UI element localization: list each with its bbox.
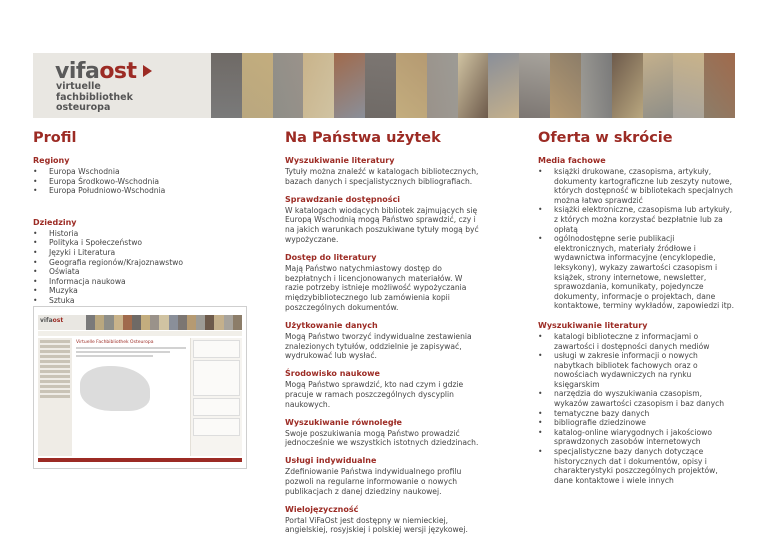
thumb-photo-tile [169, 315, 178, 330]
thumb-photo-tile [114, 315, 123, 330]
banner-photo-tile [519, 53, 550, 118]
thumb-photo-tile [104, 315, 113, 330]
thumb-banner [38, 315, 242, 330]
uzytek-section: Wyszukiwanie równoległe Swoje poszukiwania mogą Państwo prowadzić jednocześnie we wszystkich istotnych dziedzinach. [285, 417, 479, 448]
list-item: • Oświata [33, 267, 253, 277]
banner-photo-tile [581, 53, 612, 118]
list-item: • Historia [33, 229, 253, 239]
uzytek-section: Wyszukiwanie literatury Tytuły można znaleźć w katalogach bibliotecznych, bazach danych i specjalistycznych bibliografiach. [285, 156, 479, 186]
list-item: • książki elektroniczne, czasopisma lub artykuły, z których można korzystać bezpłatnie lub za opłatą [538, 205, 738, 234]
portal-screenshot-thumbnail [33, 306, 247, 469]
banner-photo-strip [211, 53, 735, 118]
thumb-photo-tile [224, 315, 233, 330]
wyszukiwanie-list [538, 332, 738, 486]
list-item: • Europa Środkowo-Wschodnia [33, 177, 253, 187]
list-item: • Informacja naukowa [33, 277, 253, 287]
banner-photo-tile [303, 53, 334, 118]
thumb-right-panel [190, 338, 242, 456]
list-item: • specjalistyczne bazy danych dotyczące historycznych dat i dokumentów, opisy i charakterystyki poszczególnych projektów, dane kontaktowe i wiele innych [538, 447, 738, 485]
thumb-page-title: Virtuelle Fachbibliothek Osteuropa [76, 340, 154, 345]
media-label: Media fachowe [538, 156, 606, 165]
thumb-photo-tile [187, 315, 196, 330]
uzytek-column [285, 130, 480, 543]
thumb-logo: vifaost [38, 315, 86, 330]
uzytek-section: Dostęp do literatury Mają Państwo natychmiastowy dostęp do bezpłatnych i licencjonowanych materiałów. W razie potrzeby istnieje możliwość wypożyczania międzybibliotecznego lub zamówienia kopii poszczególnych dokumentów. [285, 252, 467, 312]
banner-photo-tile [612, 53, 643, 118]
banner-photo-tile [488, 53, 519, 118]
header-banner [33, 53, 735, 118]
uzytek-heading: Na Państwa użytek [285, 130, 441, 146]
uzytek-section: Środowisko naukowe Mogą Państwo sprawdzić, kto nad czym i gdzie pracuje w ramach poszczególnych dyscyplin naukowych. [285, 369, 464, 409]
oferta-heading: Oferta w skrócie [538, 130, 673, 146]
thumb-photo-tile [132, 315, 141, 330]
list-item: • Języki i Literatura [33, 248, 253, 258]
thumb-map-image [80, 366, 150, 411]
thumb-photo-tile [196, 315, 205, 330]
regiony-list [33, 167, 253, 196]
banner-photo-tile [365, 53, 396, 118]
thumb-photo-tile [86, 315, 95, 330]
thumb-photo-strip [86, 315, 242, 330]
banner-photo-tile [211, 53, 242, 118]
banner-photo-tile [273, 53, 304, 118]
banner-photo-tile [242, 53, 273, 118]
thumb-photo-tile [233, 315, 242, 330]
thumb-photo-tile [95, 315, 104, 330]
list-item: • bibliografie dziedzinowe [538, 418, 738, 428]
profil-heading: Profil [33, 130, 77, 146]
vifaost-logo[interactable] [33, 53, 211, 118]
uzytek-section: Wielojęzyczność Portal ViFaOst jest dostępny w niemieckiej, angielskiej, rosyjskiej i polskiej wersji językowej. [285, 504, 468, 535]
thumb-main [72, 338, 190, 456]
logo-arrow-icon [143, 65, 152, 77]
thumb-photo-tile [141, 315, 150, 330]
thumb-photo-tile [214, 315, 223, 330]
banner-photo-tile [550, 53, 581, 118]
logo-subtitle: virtuelle fachbibliothek osteuropa [56, 81, 133, 113]
thumb-sidebar [38, 338, 72, 456]
list-item: • Polityka i Społeczeństwo [33, 238, 253, 248]
dziedziny-label: Dziedziny [33, 217, 77, 227]
list-item: • tematyczne bazy danych [538, 409, 738, 419]
list-item: • katalog-online wiarygodnych i jakościowo sprawdzonych zasobów internetowych [538, 428, 738, 447]
wyszukiwanie-label: Wyszukiwanie literatury [538, 320, 648, 330]
media-list [538, 167, 738, 311]
list-item: • usługi w zakresie informacji o nowych nabytkach bibliotek fachowych oraz o nowościach wydawniczych na rynku księgarskim [538, 351, 738, 389]
banner-photo-tile [458, 53, 489, 118]
banner-photo-tile [427, 53, 458, 118]
list-item: • katalogi biblioteczne z informacjami o zawartości i dostępności danych mediów [538, 332, 738, 351]
list-item: • Europa Wschodnia [33, 167, 253, 177]
list-item: • Sztuka [33, 296, 253, 306]
banner-photo-tile [704, 53, 735, 118]
thumb-top-links [34, 307, 246, 315]
thumb-body [38, 338, 242, 456]
oferta-column [538, 130, 738, 495]
regiony-label: Regiony [33, 156, 70, 165]
thumb-photo-tile [205, 315, 214, 330]
thumb-photo-tile [150, 315, 159, 330]
banner-photo-tile [673, 53, 704, 118]
profil-column [33, 130, 253, 316]
banner-photo-tile [643, 53, 674, 118]
thumb-photo-tile [123, 315, 132, 330]
list-item: • Europa Południowo-Wschodnia [33, 186, 253, 196]
list-item: • książki drukowane, czasopisma, artykuły, dokumenty kartograficzne lub zeszyty nutowe, których dostępność w bibliotekach specjalnych można łatwo sprawdzić [538, 167, 738, 205]
list-item: • ogólnodostępne serie publikacji elektronicznych, materiały źródłowe i wydawnictwa informacyjne (encyklopedie, leksykony), wykazy zawartości czasopism i książek, strony internetowe, newsletter, sprawozdania, komunikaty, pojedyncze dokumenty, informacje o projektach, dane kontaktowe, terminy wykładów, zapowiedzi itp. [538, 234, 738, 311]
banner-photo-tile [396, 53, 427, 118]
uzytek-section: Sprawdzanie dostępności W katalogach wiodących bibliotek zajmujących się Europą Wschodnią mogą Państwo sprawdzić, czy i na jakich warunkach poszukiwane tytuły mogą być wypożyczane. [285, 194, 479, 244]
uzytek-section: Użytkowanie danych Mogą Państwo tworzyć indywidualne zestawienia znalezionych tytułów, oddzielnie je zapisywać, wydrukować lub wysłać. [285, 320, 472, 361]
banner-photo-tile [334, 53, 365, 118]
thumb-footer [38, 458, 242, 462]
uzytek-section: Usługi indywidualne Zdefiniowanie Państwa indywidualnego profilu pozwoli na regularne informowanie o nowych publikacjach z danej dziedziny naukowej. [285, 456, 462, 496]
thumb-photo-tile [178, 315, 187, 330]
logo-wordmark: vifaost [55, 59, 137, 84]
thumb-photo-tile [159, 315, 168, 330]
list-item: • narzędzia do wyszukiwania czasopism, wykazów zawartości czasopism i baz danych [538, 389, 738, 408]
list-item: • Geografia regionów/Krajoznawstwo [33, 258, 253, 268]
thumb-nav-bar [38, 331, 242, 336]
dziedziny-list [33, 229, 253, 306]
list-item: • Muzyka [33, 286, 253, 296]
